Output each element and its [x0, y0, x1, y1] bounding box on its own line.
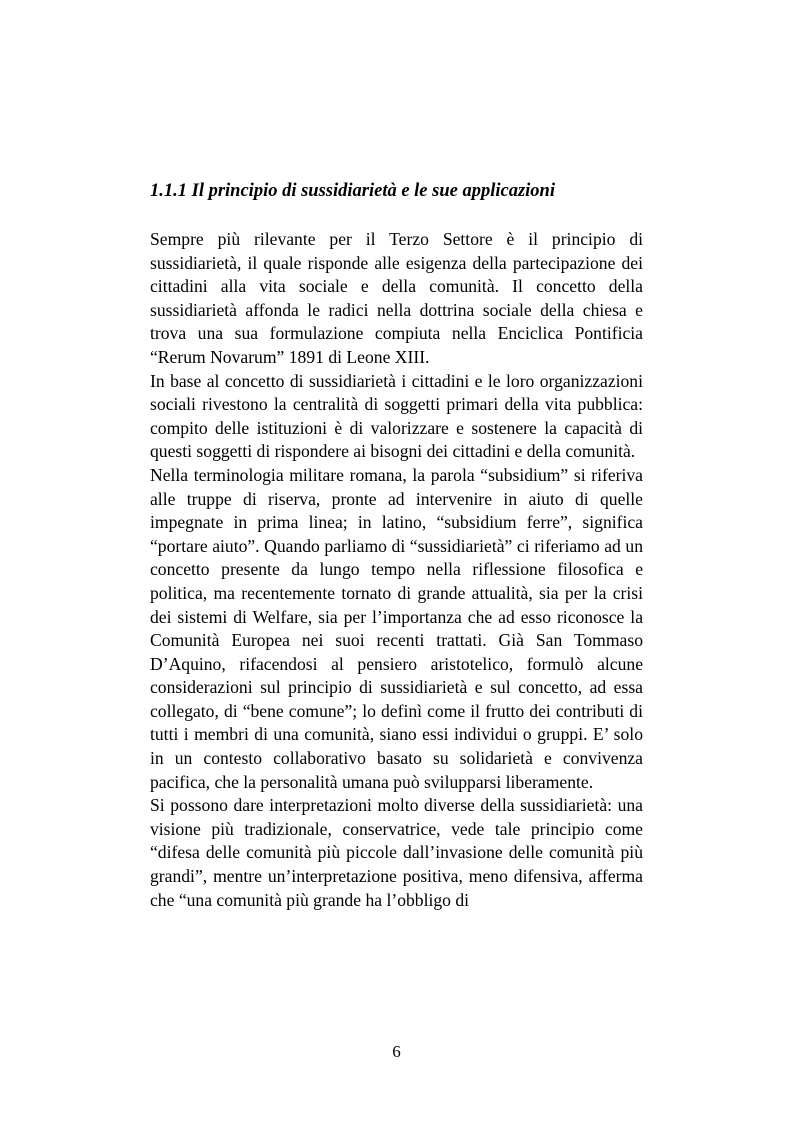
- paragraph-2: In base al concetto di sussidiarietà i cittadini e le loro organizzazioni sociali rivestono la centralità di soggetti primari della vita pubblica: compito delle istituzioni è di valorizzare e sostenere la capacità di questi soggetti di rispondere ai bisogni dei cittadini e della comunità.: [150, 370, 643, 462]
- paragraph-3: Nella terminologia militare romana, la parola “subsidium” si riferiva alle truppe di riserva, pronte ad intervenire in aiuto di quelle impegnate in prima linea; in latino, “subsidium ferre”, significa “portare aiuto”. Quando parliamo di “sussidiarietà” ci riferiamo ad un concetto presente da lungo tempo nella riflessione filosofica e politica, ma recentemente tornato di grande attualità, sia per la crisi dei sistemi di Welfare, sia per l’importanza che ad esso riconosce la Comunità Europea nei suoi recenti trattati. Già San Tommaso D’Aquino, rifacendosi al pensiero aristotelico, formulò alcune considerazioni sul principio di sussidiarietà e sul concetto, ad essa collegato, di “bene comune”; lo definì come il frutto dei contributi di tutti i membri di una comunità, siano essi individui o gruppi. E’ solo in un contesto collaborativo basato su solidarietà e convivenza pacifica, che la personalità umana può svilupparsi liberamente.: [150, 464, 643, 792]
- paragraph-4: Si possono dare interpretazioni molto diverse della sussidiarietà: una visione più tradizionale, conservatrice, vede tale principio come “difesa delle comunità più piccole dall’invasione delle comunità più grandi”, mentre un’interpretazione positiva, meno difensiva, afferma che “una comunità più grande ha l’obbligo di: [150, 795, 643, 910]
- paragraph-1: Sempre più rilevante per il Terzo Settore è il principio di sussidiarietà, il quale risponde alle esigenza della partecipazione dei cittadini alla vita sociale e della comunità. Il concetto della sussidiarietà affonda le radici nella dottrina sociale della chiesa e trova una sua formulazione compiuta nella Enciclica Pontificia “Rerum Novarum” 1891 di Leone XIII.: [150, 229, 643, 367]
- section-heading: 1.1.1 Il principio di sussidiarietà e le sue applicazioni: [150, 181, 555, 201]
- body-text: [150, 228, 643, 912]
- page-number: 6: [392, 1042, 401, 1061]
